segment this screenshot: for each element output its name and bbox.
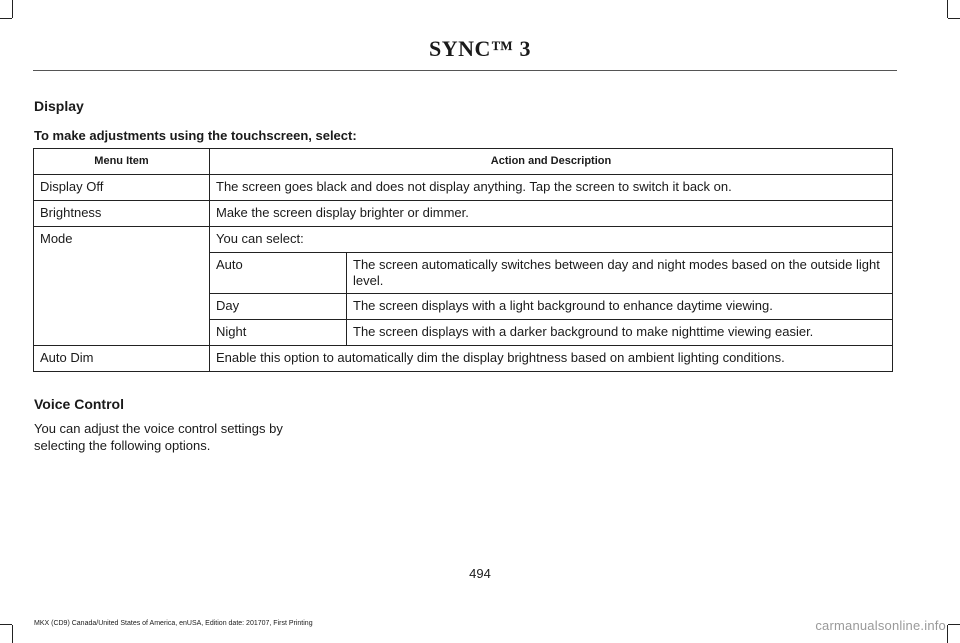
voice-control-heading: Voice Control bbox=[34, 396, 124, 412]
crop-mark-top-left bbox=[0, 18, 12, 19]
description-cell: Enable this option to automatically dim the display brightness based on ambient lighting conditions. bbox=[210, 346, 893, 372]
column-header-action: Action and Description bbox=[210, 149, 893, 175]
menu-item-cell: Brightness bbox=[34, 201, 210, 227]
crop-mark-bottom-right bbox=[948, 624, 960, 625]
crop-mark-bottom-right bbox=[947, 625, 948, 643]
crop-mark-top-left bbox=[12, 0, 13, 18]
mode-option-description: The screen displays with a light background to enhance daytime viewing. bbox=[347, 294, 893, 320]
table-row bbox=[34, 175, 893, 201]
menu-item-cell: Auto Dim bbox=[34, 346, 210, 372]
display-intro: To make adjustments using the touchscreen, select: bbox=[34, 128, 357, 143]
menu-item-cell: Mode bbox=[34, 227, 210, 346]
crop-mark-top-right bbox=[948, 18, 960, 19]
column-header-menu-item: Menu Item bbox=[34, 149, 210, 175]
display-settings-table bbox=[33, 148, 893, 372]
description-cell: Make the screen display brighter or dimmer. bbox=[210, 201, 893, 227]
description-cell: The screen goes black and does not display anything. Tap the screen to switch it back on. bbox=[210, 175, 893, 201]
page-header-title: SYNC™ 3 bbox=[429, 36, 531, 61]
header-divider bbox=[33, 70, 897, 71]
voice-control-body: You can adjust the voice control settings by selecting the following options. bbox=[34, 421, 283, 453]
crop-mark-top-right bbox=[947, 0, 948, 18]
mode-option-cell: Night bbox=[210, 320, 347, 346]
mode-option-cell: Day bbox=[210, 294, 347, 320]
page-number: 494 bbox=[469, 566, 491, 581]
edition-footer: MKX (CD9) Canada/United States of America, enUSA, Edition date: 201707, First Printing bbox=[34, 620, 313, 627]
watermark: carmanualsonline.info bbox=[815, 618, 946, 633]
mode-option-description: The screen displays with a darker background to make nighttime viewing easier. bbox=[347, 320, 893, 346]
menu-item-cell: Display Off bbox=[34, 175, 210, 201]
mode-option-description: The screen automatically switches between day and night modes based on the outside light level. bbox=[347, 253, 893, 294]
table-row bbox=[34, 346, 893, 372]
crop-mark-bottom-left bbox=[12, 625, 13, 643]
crop-mark-bottom-left bbox=[0, 624, 12, 625]
mode-option-cell: Auto bbox=[210, 253, 347, 294]
description-cell: You can select: bbox=[210, 227, 893, 253]
table-row bbox=[34, 227, 893, 253]
display-heading: Display bbox=[34, 98, 84, 114]
table-header-row bbox=[34, 149, 893, 175]
table-row bbox=[34, 201, 893, 227]
